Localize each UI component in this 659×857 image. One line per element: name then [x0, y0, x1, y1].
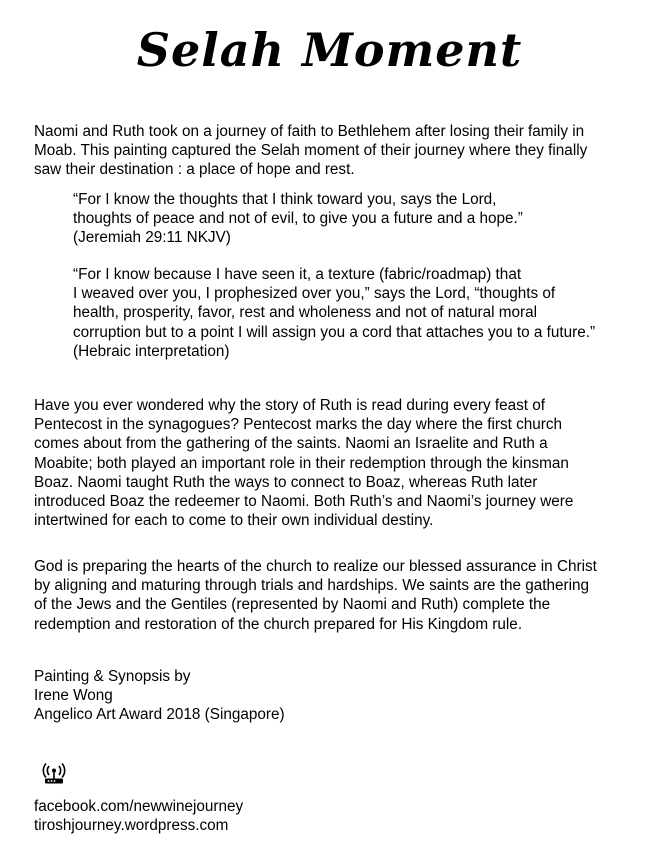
text-line: Moab. This painting captured the Selah moment of their journey where they finally: [34, 142, 588, 160]
credits-block: [34, 667, 634, 725]
contact-block: [34, 797, 634, 835]
text-line: health, prosperity, favor, rest and wholeness and not of natural moral: [73, 304, 537, 322]
church-paragraph: [34, 557, 634, 634]
hebraic-quote: [73, 265, 643, 361]
intro-paragraph: [34, 122, 634, 180]
text-line: “For I know because I have seen it, a texture (fabric/roadmap) that: [73, 266, 522, 283]
text-line: Boaz. Naomi taught Ruth the ways to connect to Boaz, whereas Ruth later: [34, 473, 538, 491]
text-line: saw their destination : a place of hope and rest.: [34, 161, 355, 179]
text-line: Naomi and Ruth took on a journey of faith to Bethlehem after losing their family in: [34, 123, 585, 140]
credit-line: Painting & Synopsis by: [34, 668, 191, 685]
text-line: Moabite; both played an important role in their redemption through the kinsman: [34, 454, 569, 472]
text-line: Have you ever wondered why the story of Ruth is read during every feast of: [34, 397, 546, 414]
artist-name: Irene Wong: [34, 687, 113, 705]
award-line: Angelico Art Award 2018 (Singapore): [34, 706, 285, 724]
text-line: introduced Boaz the redeemer to Naomi. Both Ruth’s and Naomi’s journey were: [34, 493, 574, 511]
text-line: “For I know the thoughts that I think toward you, says the Lord,: [73, 191, 497, 208]
text-line: God is preparing the hearts of the church to realize our blessed assurance in Christ: [34, 558, 597, 575]
text-line: Pentecost in the synagogues? Pentecost marks the day where the first church: [34, 416, 563, 434]
facebook-link[interactable]: facebook.com/newwinejourney: [34, 798, 244, 815]
text-line: by aligning and maturing through trials and hardships. We saints are the gathering: [34, 577, 589, 595]
text-line: I weaved over you, I prophesized over you,” says the Lord, “thoughts of: [73, 285, 556, 303]
blog-link[interactable]: tiroshjourney.wordpress.com: [34, 817, 229, 835]
text-line: of the Jews and the Gentiles (represented by Naomi and Ruth) complete the: [34, 596, 551, 614]
citation: (Jeremiah 29:11 NKJV): [73, 229, 231, 247]
text-line: redemption and restoration of the church prepared for His Kingdom rule.: [34, 615, 523, 633]
text-line: comes about from the gathering of the saints. Naomi an Israelite and Ruth a: [34, 435, 548, 453]
wifi-router-icon: [41, 760, 67, 786]
ruth-story-paragraph: [34, 396, 634, 530]
page-title: Selah Moment: [136, 23, 523, 77]
text-line: corruption but to a point I will assign you a cord that attaches you to a future.”: [73, 323, 596, 341]
text-line: thoughts of peace and not of evil, to give you a future and a hope.”: [73, 210, 523, 228]
text-line: intertwined for each to come to their own individual destiny.: [34, 512, 434, 530]
scripture-quote: [73, 190, 643, 248]
citation: (Hebraic interpretation): [73, 342, 230, 360]
